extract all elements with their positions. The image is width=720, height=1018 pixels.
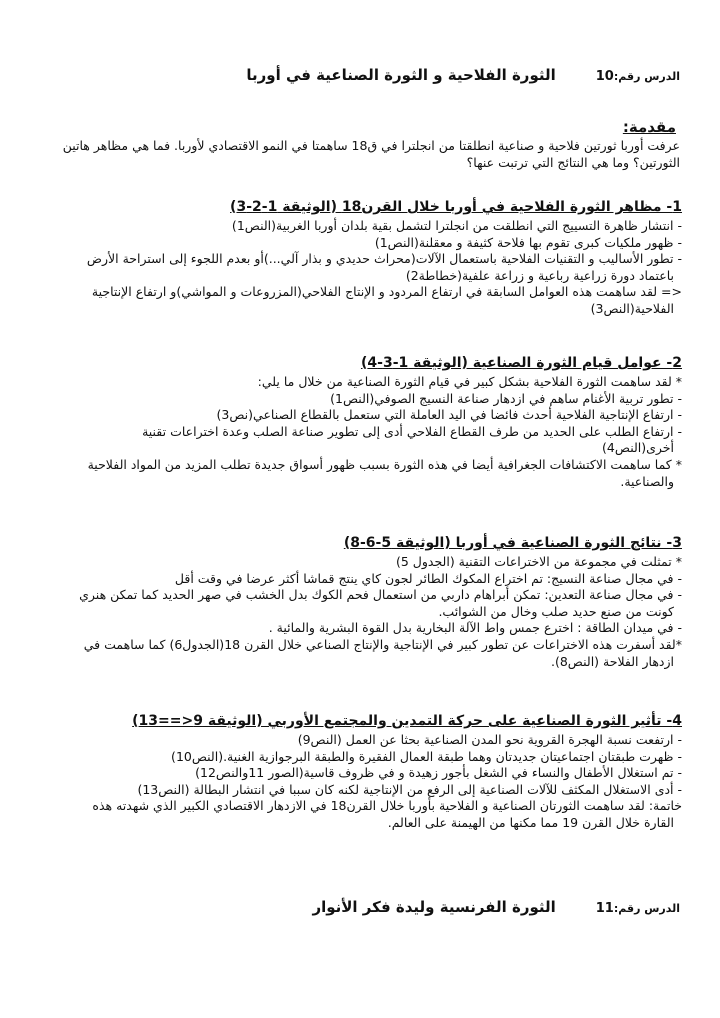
section-3 [37, 534, 682, 670]
section-3-line: * تمثلت في مجموعة من الاختراعات التقنية (الجدول 5) [395, 554, 682, 569]
section-3-line: *لقد أسفرت هذه الاختراعات عن تطور كبير في الإنتاجية والإنتاج الصناعي خلال القرن 18(الجدول6) كما ساهمت في [83, 636, 682, 652]
lesson-11-title: الثورة الفرنسية وليدة فكر الأنوار [312, 898, 556, 916]
section-1-line: - ظهور ملكيات كبرى تقوم بها فلاحة كثيفة و معقلنة(النص1) [374, 234, 682, 250]
section-3-line: - في ميدان الطاقة : اخترع جمس واط الآلة البخارية بدل القوة البشرية والمائية . [268, 620, 682, 636]
section-2-line: * كما ساهمت الاكتشافات الجغرافية أيضا في هذه الثورة بسبب ظهور أسواق جديدة تطلب المزيد من المواد الفلاحية [87, 456, 682, 472]
lesson-10-number [596, 69, 680, 84]
section-2-line: والصناعية. [620, 473, 674, 489]
section-4-line: - تم استغلال الأطفال والنساء في الشغل بأجور زهيدة و في ظروف قاسية(الصور 11والنص12) [195, 765, 682, 781]
lesson-11-number [596, 901, 680, 916]
section-4-conclusion: القارة خلال القرن 19 مما مكنها من الهيمنة على العالم. [387, 814, 674, 830]
lesson-number-value: 10 [595, 69, 614, 84]
section-3-line: ازدهار الفلاحة (النص8). [550, 653, 674, 669]
section-2 [37, 354, 682, 490]
section-4-title: 4- تأثير الثورة الصناعية على حركة التمدين والمجتمع الأوربي (الوثيقة 9<==13) [132, 713, 682, 729]
section-4-line: - أدى الاستغلال المكثف للآلات الصناعية إلى الرفع من الإنتاجية لكنه كان سببا في انتشار البطالة (النص13) [137, 781, 682, 797]
section-2-line: - ارتفاع الإنتاجية الفلاحية أحدث فائضا في اليد العاملة التي ستعمل بالقطاع الصناعي(نص3) [216, 407, 682, 423]
lesson-number-value: 11 [595, 901, 614, 916]
lesson-10-header [120, 66, 680, 84]
section-4 [37, 712, 682, 832]
lesson-number-label: الدرس رقم: [613, 902, 680, 915]
section-1-line: الفلاحية(النص3) [590, 300, 674, 316]
section-1 [37, 198, 682, 318]
section-4-line: - ارتفعت نسبة الهجرة القروية نحو المدن الصناعية بحثا عن العمل (النص9) [297, 732, 682, 747]
section-1-line: <= لقد ساهمت هذه العوامل السابقة في ارتفاع المردود و الإنتاج الفلاحي(المزروعات و المواشي)و ارتفاع الإنتاجية [91, 284, 682, 300]
section-2-title: 2- عوامل قيام الثورة الصناعية (الوثيقة 1-3-4) [360, 355, 682, 371]
lesson-10-title: الثورة الفلاحية و الثورة الصناعية في أوربا [246, 66, 556, 84]
section-1-line: - انتشار ظاهرة التسييج التي انطلقت من انجلترا لتشمل بقية بلدان أوربا الغربية(النص1) [231, 218, 682, 233]
lesson-number-label: الدرس رقم: [613, 70, 680, 83]
section-3-title: 3- نتائج الثورة الصناعية في أوربا (الوثيقة 5-6-8) [343, 535, 682, 551]
intro-heading: مقدمة: [622, 118, 676, 136]
section-2-line: - تطور تربية الأغنام ساهم في ازدهار صناعة النسيج الصوفي(النص1) [330, 390, 682, 406]
section-4-conclusion: خاتمة: لقد ساهمت الثورتان الصناعية و الفلاحية بأوربا خلال القرن18 في الازدهار الاقتصادي الكبير الذي شهدته هذه [92, 798, 682, 814]
section-3-line: - في مجال صناعة التعدين: تمكن أبراهام داربي من استعمال فحم الكوك بدل الخشب في صهر الحديد كما تمكن هنري [79, 587, 682, 603]
section-3-line: كونت من صنع حديد صلب وخال من الشوائب. [438, 603, 674, 619]
lesson-11-header [120, 898, 680, 916]
section-1-title: 1- مظاهر الثورة الفلاحية في أوربا خلال القرن18 (الوثيقة 1-2-3) [230, 199, 682, 215]
section-3-line: - في مجال صناعة النسيج: تم اختراع المكوك الطائر لجون كاي ينتج قماشا أكثر عرضا في وقت أقل [174, 570, 682, 586]
section-2-line: - ارتفاع الطلب على الحديد من طرف القطاع الفلاحي أدى إلى تطوير صناعة الصلب وعدة اختراعات تقنية [142, 423, 682, 439]
intro-text: عرفت أوربا ثورتين فلاحية و صناعية انطلقتا من انجلترا في ق18 ساهمتا في النمو الاقتصادي لأوربا. فما هي مظاهر هاتين الثورتين؟ وما هي النتائج التي ترتبت عنها؟ [62, 138, 680, 170]
section-1-line: - تطور الأساليب و التقنيات الفلاحية باستعمال الآلات(محراث حديدي و بذار آلي...)أو بعدم اللجوء إلى استراحة الأرض [86, 251, 682, 267]
section-2-line: أخرى(النص4) [602, 440, 674, 456]
section-4-line: - ظهرت طبقتان اجتماعيتان جديدتان وهما طبقة العمال الفقيرة والطبقة البرجوازية الغنية.(النص10) [171, 748, 682, 764]
section-2-line: * لقد ساهمت الثورة الفلاحية بشكل كبير في قيام الثورة الصناعية من خلال ما يلي: [257, 374, 682, 389]
section-1-line: باعتماد دورة زراعية رباعية و زراعة علفية(خطاطة2) [405, 267, 674, 283]
